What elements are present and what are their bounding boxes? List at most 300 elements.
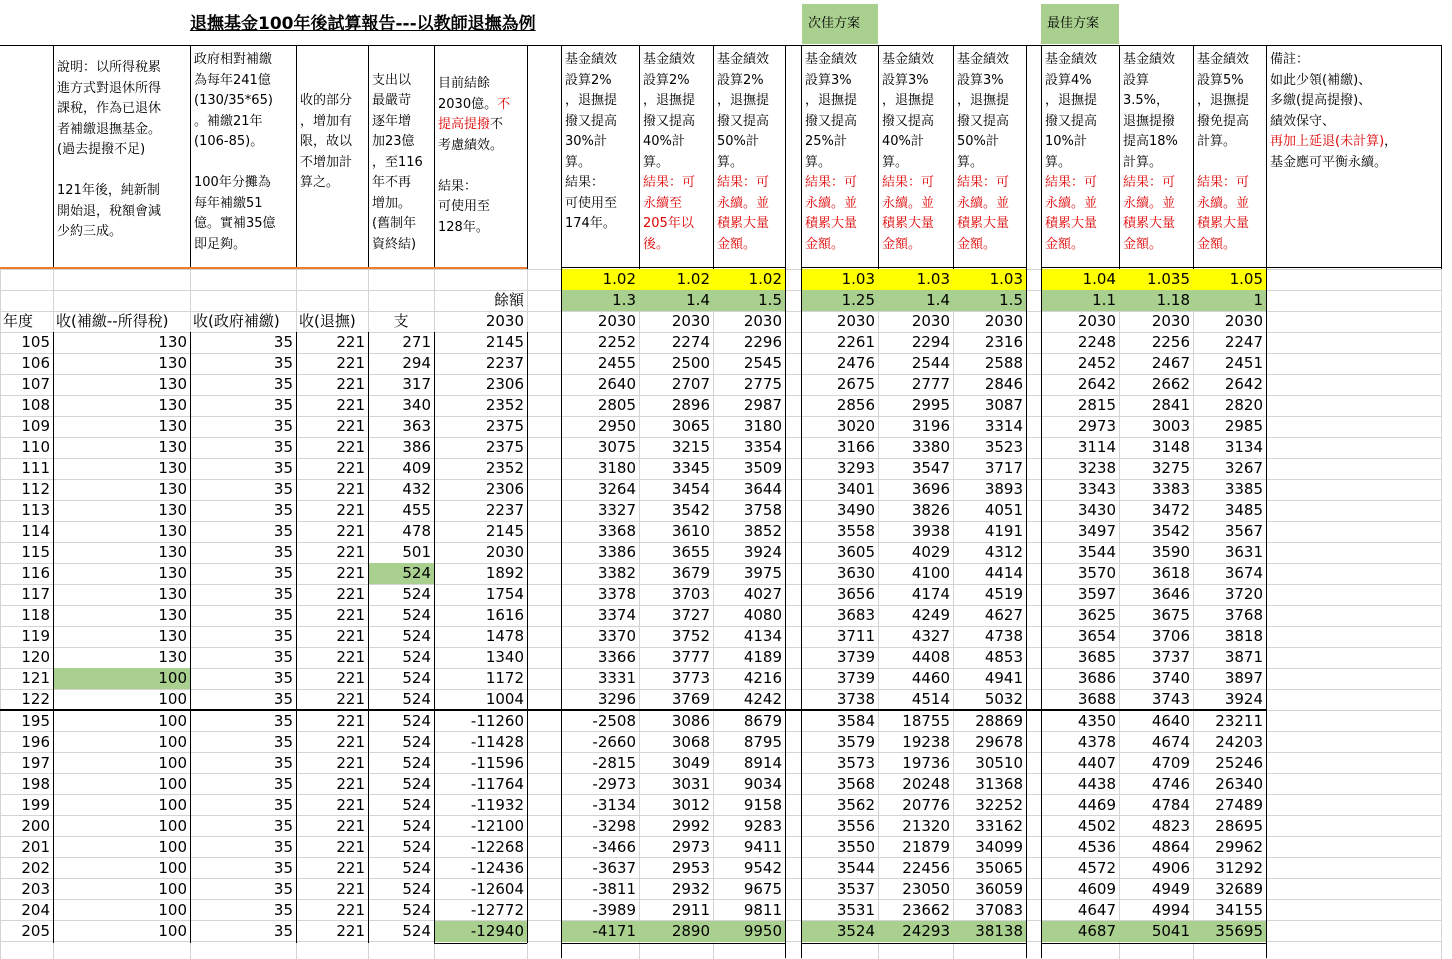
value-cell[interactable]: -11596 bbox=[470, 754, 524, 772]
value-cell[interactable]: 221 bbox=[336, 690, 365, 708]
value-cell[interactable]: 35 bbox=[273, 648, 293, 666]
value-cell[interactable]: 3196 bbox=[911, 417, 950, 435]
value-cell[interactable]: 2452 bbox=[1077, 354, 1116, 372]
value-cell[interactable]: 3625 bbox=[1077, 606, 1116, 624]
value-cell[interactable]: 2455 bbox=[597, 354, 636, 372]
value-cell[interactable]: 2451 bbox=[1224, 354, 1263, 372]
value-cell[interactable]: 35 bbox=[273, 543, 293, 561]
value-cell[interactable]: 221 bbox=[336, 817, 365, 835]
value-cell[interactable]: 130 bbox=[158, 333, 187, 351]
value-cell[interactable]: 3497 bbox=[1077, 522, 1116, 540]
value-cell[interactable]: 1478 bbox=[485, 627, 524, 645]
value-cell[interactable]: 221 bbox=[336, 838, 365, 856]
value-cell[interactable]: 130 bbox=[158, 396, 187, 414]
value-cell[interactable]: 35 bbox=[273, 606, 293, 624]
value-cell[interactable]: 8795 bbox=[743, 733, 782, 751]
value-cell[interactable]: 3975 bbox=[743, 564, 782, 582]
value-cell[interactable]: 3743 bbox=[1151, 690, 1190, 708]
value-cell[interactable]: 29678 bbox=[975, 733, 1023, 751]
value-cell[interactable]: 3524 bbox=[801, 921, 878, 942]
value-cell[interactable]: 3646 bbox=[1151, 585, 1190, 603]
value-cell[interactable]: 19736 bbox=[902, 754, 950, 772]
value-cell[interactable]: 524 bbox=[402, 901, 431, 919]
value-cell[interactable]: 524 bbox=[402, 859, 431, 877]
value-cell[interactable]: 1004 bbox=[485, 690, 524, 708]
value-cell[interactable]: 35 bbox=[273, 396, 293, 414]
value-cell[interactable]: 100 bbox=[158, 838, 187, 856]
value-cell[interactable]: 3685 bbox=[1077, 648, 1116, 666]
value-cell[interactable]: 2375 bbox=[485, 438, 524, 456]
value-cell[interactable]: 3401 bbox=[836, 480, 875, 498]
value-cell[interactable]: 3537 bbox=[836, 880, 875, 898]
value-cell[interactable]: 4378 bbox=[1077, 733, 1116, 751]
value-cell[interactable]: 35 bbox=[273, 859, 293, 877]
value-cell[interactable]: 2973 bbox=[671, 838, 710, 856]
value-cell[interactable]: -11428 bbox=[470, 733, 524, 751]
value-cell[interactable]: 294 bbox=[402, 354, 431, 372]
value-cell[interactable]: 221 bbox=[336, 333, 365, 351]
start-balance[interactable]: 2030 bbox=[597, 312, 636, 330]
value-cell[interactable]: 221 bbox=[336, 754, 365, 772]
value-cell[interactable]: 4906 bbox=[1151, 859, 1190, 877]
value-cell[interactable]: 3275 bbox=[1151, 459, 1190, 477]
value-cell[interactable]: 3570 bbox=[1077, 564, 1116, 582]
performance-factor[interactable]: 1.05 bbox=[1193, 269, 1266, 290]
value-cell[interactable]: 5032 bbox=[984, 690, 1023, 708]
value-cell[interactable]: 3086 bbox=[671, 712, 710, 730]
value-cell[interactable]: 35 bbox=[273, 922, 293, 940]
value-cell[interactable]: 4738 bbox=[984, 627, 1023, 645]
contribution-factor[interactable]: 1.3 bbox=[561, 290, 639, 311]
value-cell[interactable]: 3630 bbox=[836, 564, 875, 582]
value-cell[interactable]: 4191 bbox=[984, 522, 1023, 540]
value-cell[interactable]: -11260 bbox=[470, 712, 524, 730]
value-cell[interactable]: 4784 bbox=[1151, 796, 1190, 814]
year-cell[interactable]: 204 bbox=[21, 901, 50, 919]
value-cell[interactable]: 524 bbox=[402, 796, 431, 814]
value-cell[interactable]: -3298 bbox=[592, 817, 636, 835]
value-cell[interactable]: 2544 bbox=[911, 354, 950, 372]
value-cell[interactable]: 9675 bbox=[743, 880, 782, 898]
value-cell[interactable]: 2896 bbox=[671, 396, 710, 414]
value-cell[interactable]: 221 bbox=[336, 564, 365, 582]
value-cell[interactable]: 221 bbox=[336, 354, 365, 372]
performance-factor[interactable]: 1.02 bbox=[639, 269, 713, 290]
value-cell[interactable]: 3472 bbox=[1151, 501, 1190, 519]
value-cell[interactable]: 21320 bbox=[902, 817, 950, 835]
value-cell[interactable]: 3366 bbox=[597, 648, 636, 666]
value-cell[interactable]: -3637 bbox=[592, 859, 636, 877]
value-cell[interactable]: 386 bbox=[402, 438, 431, 456]
contribution-factor[interactable]: 1.25 bbox=[801, 290, 878, 311]
col-header-gov[interactable]: 收(政府補繳) bbox=[193, 312, 280, 330]
value-cell[interactable]: 3430 bbox=[1077, 501, 1116, 519]
value-cell[interactable]: 130 bbox=[158, 480, 187, 498]
value-cell[interactable]: 3550 bbox=[836, 838, 875, 856]
value-cell[interactable]: 35 bbox=[273, 459, 293, 477]
value-cell[interactable]: 2316 bbox=[984, 333, 1023, 351]
value-cell[interactable]: 31368 bbox=[975, 775, 1023, 793]
value-cell[interactable]: 3826 bbox=[911, 501, 950, 519]
value-cell[interactable]: 23050 bbox=[902, 880, 950, 898]
value-cell[interactable]: 3114 bbox=[1077, 438, 1116, 456]
value-cell[interactable]: 9811 bbox=[743, 901, 782, 919]
value-cell[interactable]: 2030 bbox=[485, 543, 524, 561]
value-cell[interactable]: 35 bbox=[273, 564, 293, 582]
year-cell[interactable]: 120 bbox=[21, 648, 50, 666]
value-cell[interactable]: 2306 bbox=[485, 480, 524, 498]
year-cell[interactable]: 196 bbox=[21, 733, 50, 751]
value-cell[interactable]: 27489 bbox=[1215, 796, 1263, 814]
contribution-factor[interactable]: 1 bbox=[1193, 290, 1266, 311]
value-cell[interactable]: 2642 bbox=[1077, 375, 1116, 393]
value-cell[interactable]: 35 bbox=[273, 775, 293, 793]
value-cell[interactable]: 2995 bbox=[911, 396, 950, 414]
value-cell[interactable]: 130 bbox=[158, 459, 187, 477]
value-cell[interactable]: 3938 bbox=[911, 522, 950, 540]
value-cell[interactable]: 221 bbox=[336, 606, 365, 624]
value-cell[interactable]: 3490 bbox=[836, 501, 875, 519]
year-cell[interactable]: 114 bbox=[21, 522, 50, 540]
value-cell[interactable]: 4519 bbox=[984, 585, 1023, 603]
start-balance[interactable]: 2030 bbox=[671, 312, 710, 330]
value-cell[interactable]: 455 bbox=[402, 501, 431, 519]
value-cell[interactable]: 2476 bbox=[836, 354, 875, 372]
value-cell[interactable]: 3378 bbox=[597, 585, 636, 603]
value-cell[interactable]: 4242 bbox=[743, 690, 782, 708]
value-cell[interactable]: 130 bbox=[158, 354, 187, 372]
value-cell[interactable]: 3584 bbox=[836, 712, 875, 730]
value-cell[interactable]: 3597 bbox=[1077, 585, 1116, 603]
value-cell[interactable]: 100 bbox=[158, 754, 187, 772]
value-cell[interactable]: 221 bbox=[336, 775, 365, 793]
value-cell[interactable]: 3739 bbox=[836, 648, 875, 666]
value-cell[interactable]: 100 bbox=[158, 733, 187, 751]
value-cell[interactable]: 3703 bbox=[671, 585, 710, 603]
start-balance[interactable]: 2030 bbox=[1151, 312, 1190, 330]
value-cell[interactable]: 221 bbox=[336, 522, 365, 540]
start-balance[interactable]: 2030 bbox=[485, 312, 524, 330]
value-cell[interactable]: 3544 bbox=[836, 859, 875, 877]
value-cell[interactable]: 2707 bbox=[671, 375, 710, 393]
value-cell[interactable]: 2950 bbox=[597, 417, 636, 435]
value-cell[interactable]: 524 bbox=[402, 754, 431, 772]
col-header-pension[interactable]: 收(退撫) bbox=[299, 312, 356, 330]
value-cell[interactable]: 2992 bbox=[671, 817, 710, 835]
value-cell[interactable]: 3003 bbox=[1151, 417, 1190, 435]
year-cell[interactable]: 110 bbox=[21, 438, 50, 456]
value-cell[interactable]: 35 bbox=[273, 712, 293, 730]
value-cell[interactable]: 524 bbox=[402, 606, 431, 624]
value-cell[interactable]: 130 bbox=[158, 522, 187, 540]
value-cell[interactable]: 2985 bbox=[1224, 417, 1263, 435]
value-cell[interactable]: 2588 bbox=[984, 354, 1023, 372]
value-cell[interactable]: 221 bbox=[336, 648, 365, 666]
value-cell[interactable]: 35695 bbox=[1193, 921, 1266, 942]
value-cell[interactable]: 3683 bbox=[836, 606, 875, 624]
value-cell[interactable]: 221 bbox=[336, 880, 365, 898]
col-header-year[interactable]: 年度 bbox=[3, 312, 34, 330]
value-cell[interactable]: 31292 bbox=[1215, 859, 1263, 877]
value-cell[interactable]: -3466 bbox=[592, 838, 636, 856]
value-cell[interactable]: 221 bbox=[336, 501, 365, 519]
value-cell[interactable]: 2500 bbox=[671, 354, 710, 372]
value-cell[interactable]: 33162 bbox=[975, 817, 1023, 835]
value-cell[interactable]: 3012 bbox=[671, 796, 710, 814]
value-cell[interactable]: 28695 bbox=[1215, 817, 1263, 835]
value-cell[interactable]: 2846 bbox=[984, 375, 1023, 393]
value-cell[interactable]: 36059 bbox=[975, 880, 1023, 898]
year-cell[interactable]: 116 bbox=[21, 564, 50, 582]
value-cell[interactable]: 130 bbox=[158, 417, 187, 435]
value-cell[interactable]: 24203 bbox=[1215, 733, 1263, 751]
value-cell[interactable]: 2237 bbox=[485, 501, 524, 519]
year-cell[interactable]: 107 bbox=[21, 375, 50, 393]
value-cell[interactable]: 3542 bbox=[1151, 522, 1190, 540]
value-cell[interactable]: 9283 bbox=[743, 817, 782, 835]
value-cell[interactable]: 524 bbox=[402, 775, 431, 793]
value-cell[interactable]: 35 bbox=[273, 375, 293, 393]
value-cell[interactable]: 4536 bbox=[1077, 838, 1116, 856]
value-cell[interactable]: 3758 bbox=[743, 501, 782, 519]
value-cell[interactable]: 3049 bbox=[671, 754, 710, 772]
value-cell[interactable]: 3065 bbox=[671, 417, 710, 435]
value-cell[interactable]: 524 bbox=[402, 733, 431, 751]
value-cell[interactable]: 221 bbox=[336, 438, 365, 456]
value-cell[interactable]: 524 bbox=[402, 880, 431, 898]
value-cell[interactable]: 409 bbox=[402, 459, 431, 477]
value-cell[interactable]: 4134 bbox=[743, 627, 782, 645]
value-cell[interactable]: 4469 bbox=[1077, 796, 1116, 814]
value-cell[interactable]: 4864 bbox=[1151, 838, 1190, 856]
value-cell[interactable]: 2252 bbox=[597, 333, 636, 351]
year-cell[interactable]: 121 bbox=[21, 669, 50, 687]
performance-factor[interactable]: 1.04 bbox=[1041, 269, 1119, 290]
value-cell[interactable]: 3777 bbox=[671, 648, 710, 666]
value-cell[interactable]: 363 bbox=[402, 417, 431, 435]
value-cell[interactable]: 8914 bbox=[743, 754, 782, 772]
value-cell[interactable]: 35 bbox=[273, 522, 293, 540]
contribution-factor[interactable]: 1.5 bbox=[953, 290, 1026, 311]
start-balance[interactable]: 2030 bbox=[911, 312, 950, 330]
value-cell[interactable]: 9542 bbox=[743, 859, 782, 877]
value-cell[interactable]: 3605 bbox=[836, 543, 875, 561]
value-cell[interactable]: 3215 bbox=[671, 438, 710, 456]
value-cell[interactable]: 524 bbox=[402, 712, 431, 730]
value-cell[interactable]: 3871 bbox=[1224, 648, 1263, 666]
value-cell[interactable]: 221 bbox=[336, 901, 365, 919]
value-cell[interactable]: 3075 bbox=[597, 438, 636, 456]
value-cell[interactable]: 9411 bbox=[743, 838, 782, 856]
value-cell[interactable]: 4647 bbox=[1077, 901, 1116, 919]
contribution-factor[interactable]: 1.5 bbox=[713, 290, 785, 311]
value-cell[interactable]: 2294 bbox=[911, 333, 950, 351]
value-cell[interactable]: 3655 bbox=[671, 543, 710, 561]
value-cell[interactable]: -3989 bbox=[592, 901, 636, 919]
year-cell[interactable]: 198 bbox=[21, 775, 50, 793]
value-cell[interactable]: 35 bbox=[273, 438, 293, 456]
value-cell[interactable]: 340 bbox=[402, 396, 431, 414]
value-cell[interactable]: 2296 bbox=[743, 333, 782, 351]
contribution-factor[interactable]: 1.4 bbox=[639, 290, 713, 311]
value-cell[interactable]: 4407 bbox=[1077, 754, 1116, 772]
year-cell[interactable]: 205 bbox=[21, 922, 50, 940]
value-cell[interactable]: 3573 bbox=[836, 754, 875, 772]
value-cell[interactable]: 3768 bbox=[1224, 606, 1263, 624]
value-cell[interactable]: -3811 bbox=[592, 880, 636, 898]
value-cell[interactable]: 19238 bbox=[902, 733, 950, 751]
value-cell[interactable]: 3267 bbox=[1224, 459, 1263, 477]
value-cell[interactable]: 4350 bbox=[1077, 712, 1116, 730]
value-cell[interactable]: 432 bbox=[402, 480, 431, 498]
value-cell[interactable]: 4941 bbox=[984, 669, 1023, 687]
year-cell[interactable]: 115 bbox=[21, 543, 50, 561]
value-cell[interactable]: 2145 bbox=[485, 522, 524, 540]
value-cell[interactable]: -12268 bbox=[470, 838, 524, 856]
performance-factor[interactable]: 1.03 bbox=[878, 269, 953, 290]
value-cell[interactable]: 2247 bbox=[1224, 333, 1263, 351]
value-cell[interactable]: 2248 bbox=[1077, 333, 1116, 351]
value-cell[interactable]: 3711 bbox=[836, 627, 875, 645]
value-cell[interactable]: 8679 bbox=[743, 712, 782, 730]
value-cell[interactable]: 2973 bbox=[1077, 417, 1116, 435]
value-cell[interactable]: 221 bbox=[336, 796, 365, 814]
value-cell[interactable]: 4572 bbox=[1077, 859, 1116, 877]
value-cell[interactable]: 221 bbox=[336, 480, 365, 498]
value-cell[interactable]: 1754 bbox=[485, 585, 524, 603]
value-cell[interactable]: 4051 bbox=[984, 501, 1023, 519]
value-cell[interactable]: 130 bbox=[158, 585, 187, 603]
value-cell[interactable]: -2508 bbox=[592, 712, 636, 730]
value-cell[interactable]: 9950 bbox=[713, 921, 785, 942]
value-cell[interactable]: 35 bbox=[273, 333, 293, 351]
value-cell[interactable]: 2815 bbox=[1077, 396, 1116, 414]
value-cell[interactable]: 100 bbox=[158, 901, 187, 919]
value-cell[interactable]: 2953 bbox=[671, 859, 710, 877]
year-cell[interactable]: 112 bbox=[21, 480, 50, 498]
value-cell[interactable]: 35 bbox=[273, 901, 293, 919]
value-cell[interactable]: 4994 bbox=[1151, 901, 1190, 919]
value-cell[interactable]: 221 bbox=[336, 543, 365, 561]
value-cell[interactable]: 18755 bbox=[902, 712, 950, 730]
value-cell[interactable]: 100 bbox=[158, 796, 187, 814]
value-cell[interactable]: 3327 bbox=[597, 501, 636, 519]
value-cell[interactable]: 3897 bbox=[1224, 669, 1263, 687]
value-cell[interactable]: 35 bbox=[273, 585, 293, 603]
value-cell[interactable]: 2274 bbox=[671, 333, 710, 351]
value-cell[interactable]: 271 bbox=[402, 333, 431, 351]
value-cell[interactable]: 3343 bbox=[1077, 480, 1116, 498]
value-cell[interactable]: 2642 bbox=[1224, 375, 1263, 393]
performance-factor[interactable]: 1.02 bbox=[713, 269, 785, 290]
value-cell[interactable]: 34099 bbox=[975, 838, 1023, 856]
value-cell[interactable]: 221 bbox=[336, 396, 365, 414]
value-cell[interactable]: 3590 bbox=[1151, 543, 1190, 561]
value-cell[interactable]: 524 bbox=[402, 838, 431, 856]
value-cell[interactable]: 100 bbox=[158, 922, 187, 940]
value-cell[interactable]: 2256 bbox=[1151, 333, 1190, 351]
value-cell[interactable]: 100 bbox=[53, 668, 190, 689]
value-cell[interactable]: 4027 bbox=[743, 585, 782, 603]
value-cell[interactable]: 32689 bbox=[1215, 880, 1263, 898]
value-cell[interactable]: 2467 bbox=[1151, 354, 1190, 372]
value-cell[interactable]: 130 bbox=[158, 375, 187, 393]
value-cell[interactable]: 23211 bbox=[1215, 712, 1263, 730]
value-cell[interactable]: 3314 bbox=[984, 417, 1023, 435]
value-cell[interactable]: 221 bbox=[336, 669, 365, 687]
value-cell[interactable]: 37083 bbox=[975, 901, 1023, 919]
value-cell[interactable]: -11764 bbox=[470, 775, 524, 793]
value-cell[interactable]: 3924 bbox=[1224, 690, 1263, 708]
value-cell[interactable]: 3354 bbox=[743, 438, 782, 456]
year-cell[interactable]: 199 bbox=[21, 796, 50, 814]
value-cell[interactable]: 3558 bbox=[836, 522, 875, 540]
value-cell[interactable]: 35 bbox=[273, 501, 293, 519]
value-cell[interactable]: 30510 bbox=[975, 754, 1023, 772]
start-balance[interactable]: 2030 bbox=[836, 312, 875, 330]
value-cell[interactable]: 2775 bbox=[743, 375, 782, 393]
value-cell[interactable]: 3382 bbox=[597, 564, 636, 582]
value-cell[interactable]: -12604 bbox=[470, 880, 524, 898]
value-cell[interactable]: 221 bbox=[336, 375, 365, 393]
value-cell[interactable]: 130 bbox=[158, 627, 187, 645]
value-cell[interactable]: 25246 bbox=[1215, 754, 1263, 772]
value-cell[interactable]: 3679 bbox=[671, 564, 710, 582]
value-cell[interactable]: 38138 bbox=[953, 921, 1026, 942]
value-cell[interactable]: 4312 bbox=[984, 543, 1023, 561]
value-cell[interactable]: 2777 bbox=[911, 375, 950, 393]
value-cell[interactable]: 317 bbox=[402, 375, 431, 393]
value-cell[interactable]: 3180 bbox=[743, 417, 782, 435]
contribution-factor[interactable]: 1.1 bbox=[1041, 290, 1119, 311]
value-cell[interactable]: 2352 bbox=[485, 459, 524, 477]
value-cell[interactable]: 2987 bbox=[743, 396, 782, 414]
value-cell[interactable]: -12772 bbox=[470, 901, 524, 919]
value-cell[interactable]: 4609 bbox=[1077, 880, 1116, 898]
value-cell[interactable]: 3737 bbox=[1151, 648, 1190, 666]
value-cell[interactable]: 3568 bbox=[836, 775, 875, 793]
value-cell[interactable]: 3631 bbox=[1224, 543, 1263, 561]
value-cell[interactable]: 35065 bbox=[975, 859, 1023, 877]
value-cell[interactable]: 1892 bbox=[485, 564, 524, 582]
value-cell[interactable]: 2662 bbox=[1151, 375, 1190, 393]
value-cell[interactable]: 2145 bbox=[485, 333, 524, 351]
value-cell[interactable]: 35 bbox=[273, 480, 293, 498]
value-cell[interactable]: 524 bbox=[402, 585, 431, 603]
value-cell[interactable]: 3547 bbox=[911, 459, 950, 477]
value-cell[interactable]: 26340 bbox=[1215, 775, 1263, 793]
value-cell[interactable]: 221 bbox=[336, 459, 365, 477]
value-cell[interactable]: 2640 bbox=[597, 375, 636, 393]
performance-factor[interactable]: 1.02 bbox=[561, 269, 639, 290]
value-cell[interactable]: 4029 bbox=[911, 543, 950, 561]
value-cell[interactable]: 35 bbox=[273, 796, 293, 814]
value-cell[interactable]: 35 bbox=[273, 817, 293, 835]
value-cell[interactable]: 3166 bbox=[836, 438, 875, 456]
performance-factor[interactable]: 1.035 bbox=[1119, 269, 1193, 290]
value-cell[interactable]: 3739 bbox=[836, 669, 875, 687]
value-cell[interactable]: 3893 bbox=[984, 480, 1023, 498]
value-cell[interactable]: 4408 bbox=[911, 648, 950, 666]
value-cell[interactable]: 100 bbox=[158, 817, 187, 835]
value-cell[interactable]: 24293 bbox=[878, 921, 953, 942]
value-cell[interactable]: 3706 bbox=[1151, 627, 1190, 645]
value-cell[interactable]: 23662 bbox=[902, 901, 950, 919]
value-cell[interactable]: 3696 bbox=[911, 480, 950, 498]
value-cell[interactable]: 3509 bbox=[743, 459, 782, 477]
start-balance[interactable]: 2030 bbox=[1077, 312, 1116, 330]
balance-label[interactable]: 餘額 bbox=[493, 291, 524, 309]
